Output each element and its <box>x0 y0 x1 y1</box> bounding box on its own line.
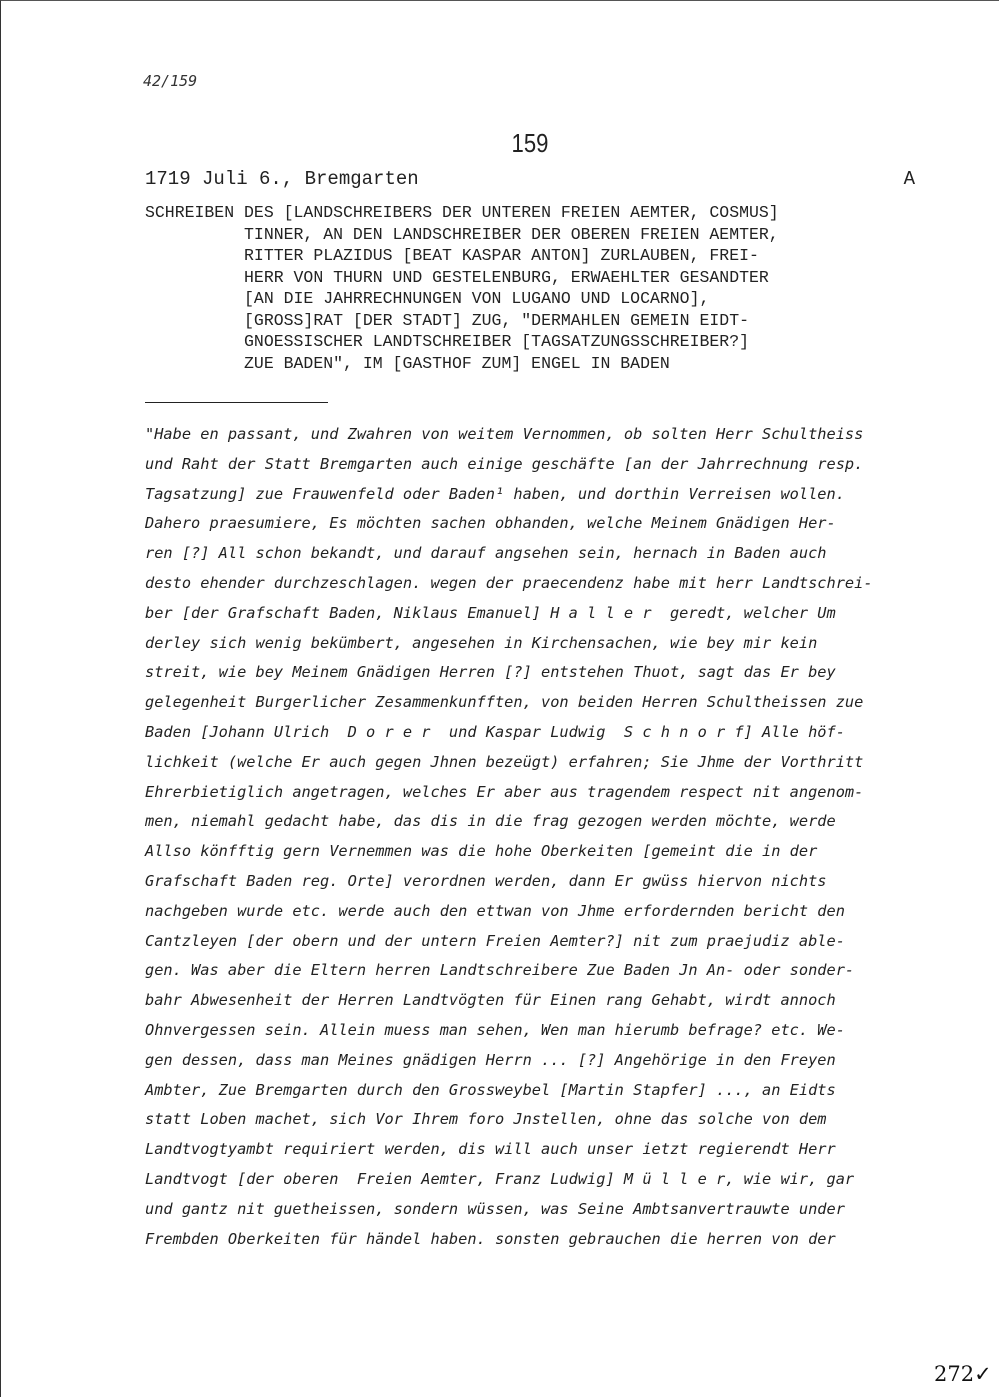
body-line: und gantz nit guetheissen, sondern wüssen, was Seine Ambtsanvertrauwte under <box>145 1199 845 1218</box>
body-line: gen dessen, dass man Meines gnädigen Herrn ... [?] Angehörige in den Freyen <box>145 1050 836 1069</box>
date-place: 1719 Juli 6., Bremgarten <box>145 168 419 190</box>
body-line: Baden [Johann Ulrich D o r e r und Kaspar Ludwig S c h n o r f] Alle höf- <box>145 722 845 741</box>
document-number: 159 <box>511 128 549 158</box>
regest-line: HERR VON THURN UND GESTELENBURG, ERWAEHLTER GESANDTER <box>145 267 769 287</box>
body-line: ren [?] All schon bekandt, und darauf angsehen sein, hernach in Baden auch <box>145 544 827 563</box>
regest-line: RITTER PLAZIDUS [BEAT KASPAR ANTON] ZURLAUBEN, FREI- <box>145 246 759 265</box>
body-line: Ohnvergessen sein. Allein muess man sehen, Wen man hierumb befrage? etc. We- <box>145 1020 845 1039</box>
body-line: Landtvogt [der oberen Freien Aemter, Franz Ludwig] M ü l l e r, wie wir, gar <box>145 1169 855 1188</box>
body-line: nachgeben wurde etc. werde auch den ettwan von Jhme erfordernden bericht den <box>145 901 845 920</box>
body-line: Landtvogtyambt requiriert werden, dis will auch unser ietzt regierendt Herr <box>145 1140 836 1159</box>
body-line: Dahero praesumiere, Es möchten sachen obhanden, welche Meinem Gnädigen Her- <box>145 514 836 533</box>
regest-line: [AN DIE JAHRRECHNUNGEN VON LUGANO UND LOCARNO], <box>145 289 710 308</box>
body-line: Tagsatzung] zue Frauwenfeld oder Baden¹ haben, und dorthin Verreisen wollen. <box>145 484 845 503</box>
regest-line: ZUE BADEN", IM [GASTHOF ZUM] ENGEL IN BADEN <box>145 353 670 373</box>
letter-body <box>145 420 945 1254</box>
regest-line: SCHREIBEN DES [LANDSCHREIBERS DER UNTEREN FREIEN AEMTER, COSMUS] <box>145 203 779 222</box>
handwritten-page-note: 272✓ <box>934 1362 992 1386</box>
body-line: bahr Abwesenheit der Herren Landtvögten für Einen rang Gehabt, wirdt annoch <box>145 991 836 1010</box>
regest-line: [GROSS]RAT [DER STADT] ZUG, "DERMAHLEN GEMEIN EIDT- <box>145 310 749 330</box>
body-line: desto ehender durchzeschlagen. wegen der praecendenz habe mit herr Landtschrei- <box>145 573 873 592</box>
regest-block <box>145 202 935 374</box>
date-place-line <box>145 168 915 190</box>
separator-rule <box>145 402 328 403</box>
body-line: Ehrerbietiglich angetragen, welches Er aber aus tragendem respect nit angenom- <box>145 782 864 801</box>
body-line: streit, wie bey Meinem Gnädigen Herren [?] entstehen Thuot, sagt das Er bey <box>145 663 836 682</box>
body-line: statt Loben machet, sich Vor Ihrem foro Jnstellen, ohne das solche von dem <box>145 1110 827 1129</box>
body-line: gen. Was aber die Eltern herren Landtschreibere Zue Baden Jn An- oder sonder- <box>145 961 855 980</box>
body-line: derley sich wenig bekümbert, angesehen in Kirchensachen, wie bey mir kein <box>145 633 818 652</box>
category-letter: A <box>903 168 915 190</box>
body-line: Grafschaft Baden reg. Orte] verordnen werden, dann Er gwüss hiervon nichts <box>145 871 827 890</box>
body-line: men, niemahl gedacht habe, das dis in die frag gezogen werden möchte, werde <box>145 812 836 831</box>
body-line: Ambter, Zue Bremgarten durch den Grossweybel [Martin Stapfer] ..., an Eidts <box>145 1080 836 1099</box>
body-line: und Raht der Statt Bremgarten auch einige geschäfte [an der Jahrrechnung resp. <box>145 454 864 473</box>
body-line: gelegenheit Burgerlicher Zesammenkunfften, von beiden Herren Schultheissen zue <box>145 693 864 712</box>
body-line: Cantzleyen [der obern und der untern Freien Aemter?] nit zum praejudiz able- <box>145 931 845 950</box>
regest-line: TINNER, AN DEN LANDSCHREIBER DER OBEREN FREIEN AEMTER, <box>145 224 779 244</box>
regest-line: GNOESSISCHER LANDTSCHREIBER [TAGSATZUNGSSCHREIBER?] <box>145 332 749 351</box>
body-line: Allso könfftig gern Vernemmen was die hohe Oberkeiten [gemeint die in der <box>145 842 818 861</box>
folio-number: 42/159 <box>143 72 198 90</box>
body-line: "Habe en passant, und Zwahren von weitem Vernommen, ob solten Herr Schultheiss <box>145 425 864 443</box>
body-line: lichkeit (welche Er auch gegen Jhnen bezeügt) erfahren; Sie Jhme der Vorthritt <box>145 752 864 771</box>
body-line: Frembden Oberkeiten für händel haben. sonsten gebrauchen die herren von der <box>145 1229 836 1248</box>
body-line: ber [der Grafschaft Baden, Niklaus Emanuel] H a l l e r geredt, welcher Um <box>145 603 836 622</box>
